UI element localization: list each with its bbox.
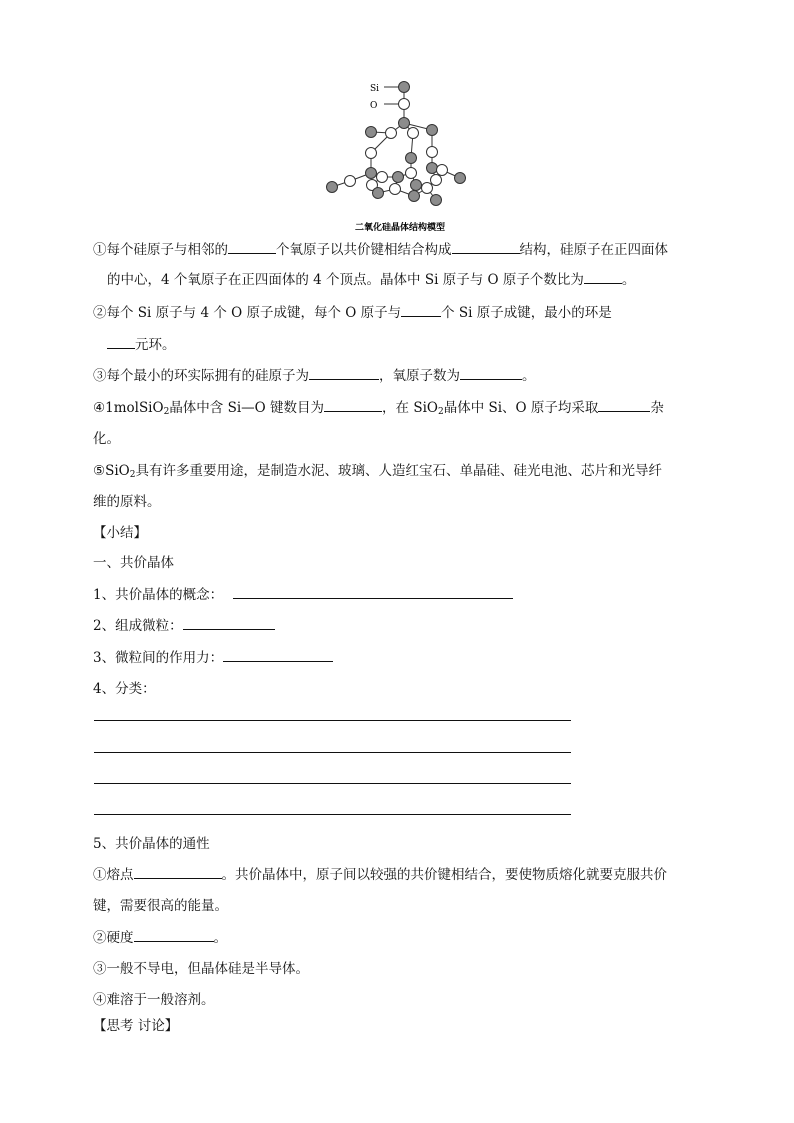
item-1-text-a: ①每个硅原子与相邻的	[93, 242, 228, 258]
p1-text-a: ①熔点	[93, 867, 134, 883]
o-atom	[406, 168, 417, 179]
blank-q1[interactable]	[233, 586, 513, 599]
item-2-text-b: 个 Si 原子成键，最小的环是	[441, 305, 612, 321]
summary-q5: 5、共价晶体的通性	[93, 836, 210, 852]
figure-caption: 二氧化硅晶体结构模型	[354, 223, 446, 233]
item-2-text-c: 元环。	[135, 337, 176, 353]
q2-label: 2、组成微粒：	[93, 618, 183, 634]
p2-text-a: ②硬度	[93, 930, 134, 946]
o-atom	[408, 128, 419, 139]
summary-q2	[93, 614, 275, 634]
q1-label: 1、共价晶体的概念：	[93, 587, 224, 603]
item-2-line-2	[107, 333, 176, 353]
blank-4b[interactable]	[598, 399, 650, 412]
o-atom	[437, 165, 448, 176]
property-1-line-1	[93, 863, 667, 883]
item-1-line-2	[107, 268, 635, 288]
blank-1a[interactable]	[228, 241, 276, 254]
blank-p1[interactable]	[134, 866, 222, 879]
o-atom	[399, 99, 410, 110]
blank-q3[interactable]	[223, 649, 333, 662]
legend-o: O	[370, 101, 378, 111]
item-3-line	[93, 364, 536, 384]
item-4-text-d: 晶体中 Si、O 原子均采取	[443, 400, 599, 416]
item-1-text-e: 。	[621, 272, 636, 288]
si-atom	[427, 125, 438, 136]
item-3-text-a: ③每个最小的环实际拥有的硅原子为	[93, 368, 309, 384]
sio2-structure-diagram	[320, 76, 480, 236]
legend-si: Si	[370, 84, 380, 94]
si-atom	[409, 191, 420, 202]
si-atom	[431, 195, 442, 206]
item-3-text-c: 。	[522, 368, 536, 384]
p2-text-b: 。	[213, 930, 227, 946]
item-2-text-a: ②每个 Si 原子与 4 个 O 原子成键，每个 O 原子与	[93, 305, 402, 321]
si-atom	[393, 172, 404, 183]
item-4-sub-2: 2	[437, 407, 444, 417]
o-atom	[377, 172, 388, 183]
item-5-text-b: 具有许多重要用途，是制造水泥、玻璃、人造红宝石、单晶硅、硅光电池、芯片和光导纤	[135, 463, 662, 479]
item-4-text-c: ，在 SiO	[382, 400, 438, 416]
item-1-text-b: 个氧原子以共价键相结合构成	[276, 242, 452, 258]
item-1-text-d: 的中心，4 个氧原子在正四面体的 4 个顶点。晶体中 Si 原子与 O 原子个数比为	[107, 272, 584, 288]
item-1-line-1	[93, 238, 668, 258]
item-5-text-a: ⑤SiO	[93, 463, 130, 479]
si-atom	[366, 168, 377, 179]
summary-q3	[93, 646, 333, 666]
summary-q1	[93, 583, 513, 603]
q3-label: 3、微粒间的作用力：	[93, 650, 224, 666]
o-atom	[390, 184, 401, 195]
o-atom	[386, 128, 397, 139]
summary-q4: 4、分类：	[93, 681, 156, 697]
si-atom	[411, 180, 422, 191]
item-4-line-1	[93, 396, 664, 417]
summary-heading: 【小结】	[93, 525, 147, 541]
item-4-sub: 2	[163, 407, 170, 417]
item-2-line-1	[93, 301, 612, 321]
blank-q2[interactable]	[183, 617, 275, 630]
item-5-line-1	[93, 459, 662, 480]
p1-text-b: 。共价晶体中，原子间以较强的共价键相结合，要使物质熔化就要克服共价	[221, 867, 667, 883]
blank-1c[interactable]	[584, 271, 622, 284]
si-atom	[406, 153, 417, 164]
si-atom	[373, 188, 384, 199]
atom-group	[327, 82, 466, 206]
item-3-text-b: ，氧原子数为	[379, 368, 460, 384]
item-5-sub: 2	[129, 470, 136, 480]
blank-2a[interactable]	[401, 304, 441, 317]
item-1-text-c: 结构，硅原子在正四面体	[519, 242, 668, 258]
item-5-text-c: 维的原料。	[93, 494, 161, 510]
think-discuss-heading: 【思考 讨论】	[93, 1018, 179, 1034]
si-atom	[455, 173, 466, 184]
blank-4a[interactable]	[324, 399, 382, 412]
o-atom	[427, 147, 438, 158]
blank-3a[interactable]	[309, 367, 379, 380]
property-4: ④难溶于一般溶剂。	[93, 992, 215, 1008]
property-1-line-2: 键，需要很高的能量。	[93, 898, 228, 914]
item-4-text-b: 晶体中含 Si—O 键数目为	[169, 400, 325, 416]
item-4-line-2	[93, 427, 120, 447]
si-atom	[366, 127, 377, 138]
answer-line-1[interactable]	[94, 720, 571, 721]
answer-line-2[interactable]	[94, 752, 571, 753]
item-4-text-a: ④1molSiO	[93, 400, 164, 416]
blank-p2[interactable]	[134, 929, 214, 942]
blank-2b[interactable]	[107, 336, 135, 349]
o-atom	[345, 176, 356, 187]
sio2-structure-figure	[320, 76, 480, 236]
property-2	[93, 926, 227, 946]
blank-1b[interactable]	[452, 241, 520, 254]
o-atom	[366, 148, 377, 159]
si-atom	[427, 163, 438, 174]
item-4-text-e: 杂	[650, 400, 664, 416]
si-atom	[399, 82, 410, 93]
section-1-title: 一、共价晶体	[93, 555, 174, 571]
property-3: ③一般不导电，但晶体硅是半导体。	[93, 961, 309, 977]
blank-3b[interactable]	[460, 367, 522, 380]
item-4-text-f: 化。	[93, 431, 120, 447]
si-atom	[327, 182, 338, 193]
o-atom	[422, 183, 433, 194]
answer-line-3[interactable]	[94, 783, 571, 784]
si-atom	[399, 118, 410, 129]
item-5-line-2	[93, 490, 161, 510]
o-atom	[431, 175, 442, 186]
answer-line-4[interactable]	[94, 814, 571, 815]
